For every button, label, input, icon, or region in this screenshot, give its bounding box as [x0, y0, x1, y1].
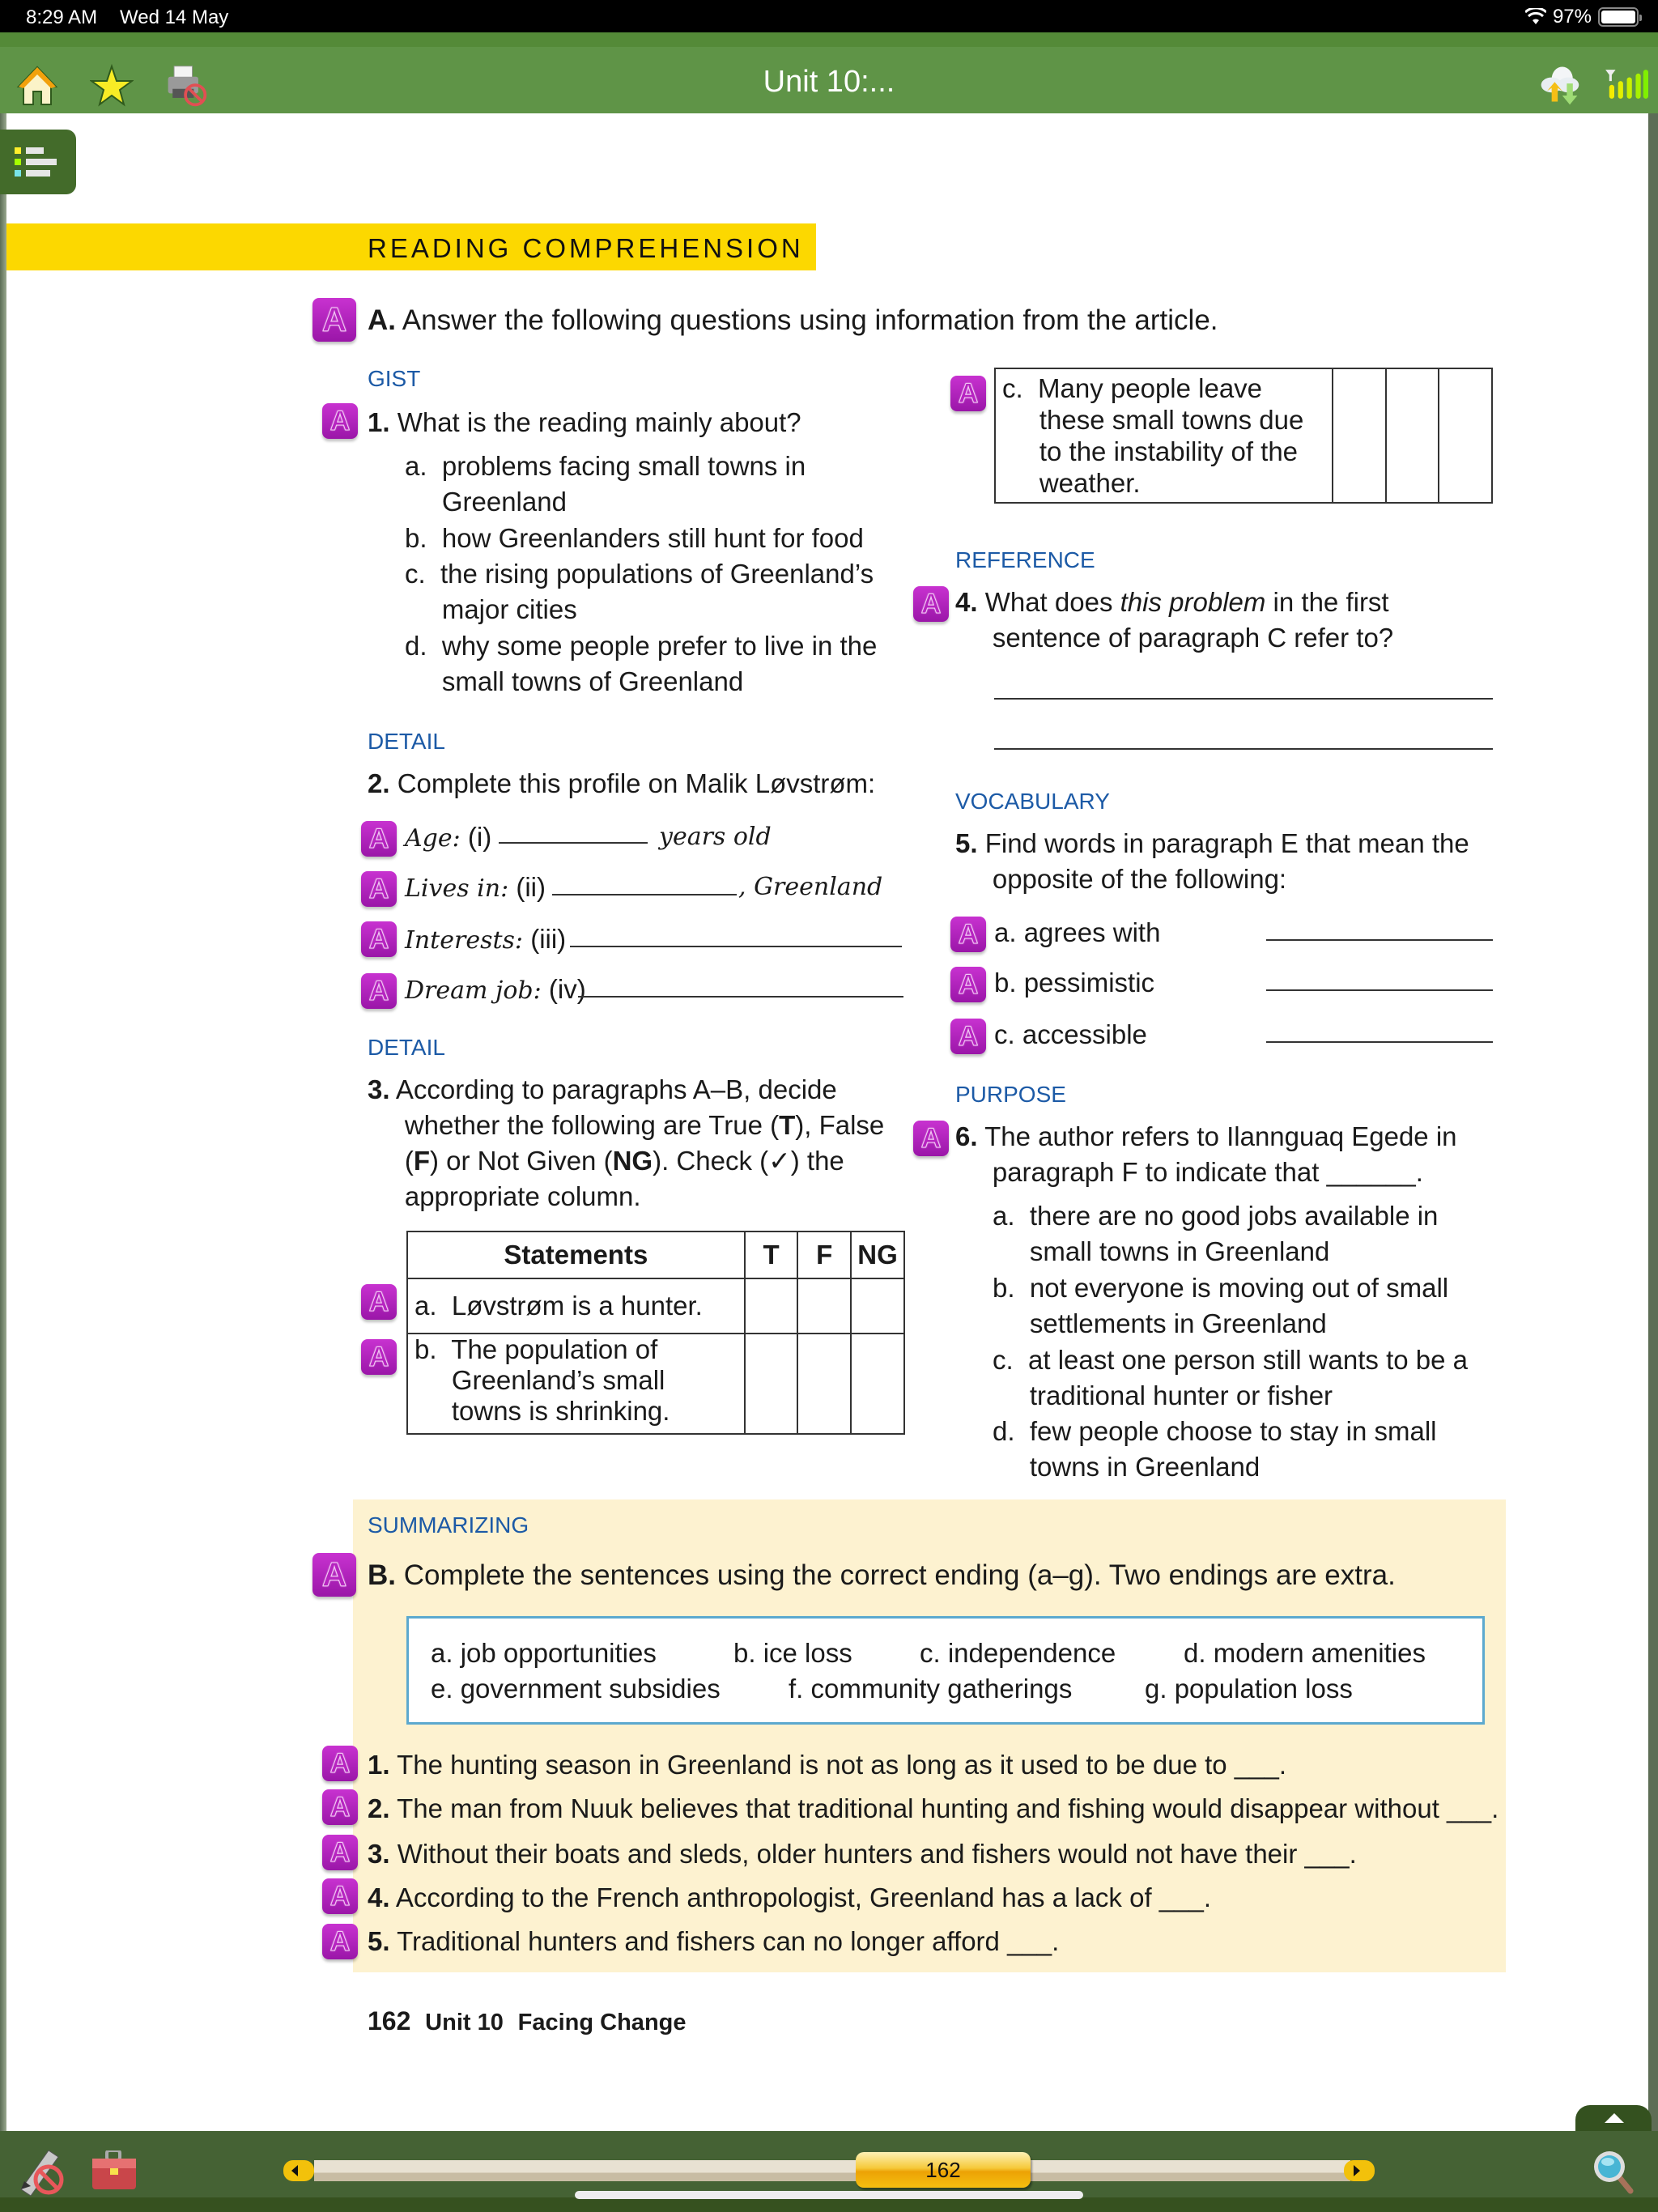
q5-item-c: c. accessible: [994, 1019, 1147, 1049]
annotate-q1-button[interactable]: A: [322, 403, 358, 439]
slider-prev-button[interactable]: [283, 2160, 314, 2181]
search-magnifier-icon[interactable]: [1592, 2149, 1637, 2198]
heading-detail-1: DETAIL: [368, 729, 445, 754]
q2-lives-blank[interactable]: [552, 894, 737, 895]
page-right-edge: [1648, 113, 1658, 2133]
annotate-q3c-button[interactable]: A: [950, 376, 986, 411]
signal-strength-icon: [1603, 62, 1648, 107]
annotate-q5b-button[interactable]: A: [950, 967, 986, 1002]
banner-title: READING COMPREHENSION: [368, 233, 804, 263]
table-row: [407, 1278, 904, 1334]
heading-detail-2: DETAIL: [368, 1035, 445, 1060]
q1-option-b: b. how Greenlanders still hunt for food: [405, 523, 864, 553]
ending-g: g. population loss: [1145, 1674, 1353, 1704]
q5-blank-b[interactable]: [1266, 989, 1493, 991]
page-slider-thumb[interactable]: 162: [856, 2152, 1031, 2188]
q2-text: 2. Complete this profile on Malik Løvstrøm:: [368, 768, 876, 798]
home-indicator: [575, 2191, 1083, 2199]
q5-blank-c[interactable]: [1266, 1041, 1493, 1043]
section-b-instruction: B. Complete the sentences using the correct ending (a–g). Two endings are extra.: [368, 1559, 1396, 1591]
annotate-q3a-button[interactable]: A: [361, 1284, 397, 1320]
annotate-q6-button[interactable]: A: [913, 1121, 949, 1156]
q6-option-d: d. few people choose to stay in small towns in Greenland: [993, 1416, 1437, 1482]
q4-answer-line-2[interactable]: [994, 748, 1493, 750]
q2-lives-suffix: , Greenland: [738, 873, 883, 901]
annotate-q3b-button[interactable]: A: [361, 1339, 397, 1375]
q6-option-c: c. at least one person still wants to be a traditional hunter or fisher: [993, 1345, 1469, 1410]
table-of-contents-button[interactable]: [0, 130, 76, 194]
q5-item-a: a. agrees with: [994, 917, 1161, 947]
annotate-b2-button[interactable]: A: [322, 1789, 358, 1825]
b-sentence-5: 5. Traditional hunters and fishers can no longer afford ___.: [368, 1926, 1060, 1956]
q6-text: 6. The author refers to Ilannguaq Egede in paragraph F to indicate that ______.: [955, 1121, 1457, 1187]
annotate-q2ii-button[interactable]: A: [361, 871, 397, 907]
status-bar: [0, 0, 1658, 32]
expand-panel-button[interactable]: [1575, 2105, 1652, 2133]
annotation-disabled-icon[interactable]: [16, 2146, 68, 2200]
q2-dreamjob-blank[interactable]: [578, 996, 903, 998]
heading-purpose: PURPOSE: [955, 1082, 1066, 1107]
cell-b-f[interactable]: [797, 1334, 851, 1434]
q1-option-d: d. why some people prefer to live in the small towns of Greenland: [405, 631, 878, 696]
page-slider-track[interactable]: [314, 2160, 1350, 2181]
q1-text: 1. What is the reading mainly about?: [368, 407, 801, 437]
col-f: F: [797, 1231, 851, 1278]
top-toolbar: [0, 32, 1658, 113]
q1-option-c: c. the rising populations of Greenland’s major cities: [405, 559, 874, 624]
cell-b-t[interactable]: [745, 1334, 798, 1434]
statement-c: c. Many people leave these small towns due to the instability of the weather.: [995, 368, 1333, 503]
q4-answer-line-1[interactable]: [994, 698, 1493, 700]
heading-reference: REFERENCE: [955, 547, 1095, 572]
section-a-instruction: A. Answer the following questions using information from the article.: [368, 304, 1218, 336]
q4-text: 4. What does this problem in the first sentence of paragraph C refer to?: [955, 587, 1394, 653]
cell-a-ng[interactable]: [851, 1278, 904, 1334]
battery-icon: [1598, 7, 1639, 27]
annotate-q2iv-button[interactable]: A: [361, 973, 397, 1009]
section-banner: [6, 223, 816, 270]
cell-c-f[interactable]: [1386, 368, 1439, 503]
cell-c-t[interactable]: [1333, 368, 1386, 503]
cell-b-ng[interactable]: [851, 1334, 904, 1434]
heading-gist: GIST: [368, 366, 421, 391]
col-statements: Statements: [407, 1231, 745, 1278]
q5-blank-a[interactable]: [1266, 939, 1493, 941]
page-left-edge: [0, 113, 6, 2133]
ending-f: f. community gatherings: [789, 1674, 1073, 1704]
annotate-q4-button[interactable]: A: [913, 586, 949, 622]
annotate-b1-button[interactable]: A: [322, 1746, 358, 1781]
slider-next-button[interactable]: [1344, 2160, 1375, 2181]
b-sentence-3: 3. Without their boats and sleds, older hunters and fishers would not have their ___.: [368, 1839, 1357, 1869]
q6-option-a: a. there are no good jobs available in small towns in Greenland: [993, 1201, 1439, 1266]
annotate-b5-button[interactable]: A: [322, 1924, 358, 1959]
ending-a: a. job opportunities: [431, 1638, 657, 1668]
annotate-q5c-button[interactable]: A: [950, 1019, 986, 1054]
annotate-q2iii-button[interactable]: A: [361, 921, 397, 957]
toolbox-icon[interactable]: [91, 2150, 139, 2195]
annotate-b4-button[interactable]: A: [322, 1878, 358, 1914]
ending-c: c. independence: [920, 1638, 1116, 1668]
status-time: 8:29 AM: [26, 6, 98, 28]
q1-option-a: a. problems facing small towns in Greenland: [405, 451, 806, 517]
status-date: Wed 14 May: [120, 6, 229, 28]
cell-c-ng[interactable]: [1439, 368, 1492, 503]
q3-text: 3. According to paragraphs A–B, decide whether the following are True (T), False (F) or Not Given (NG). Check (✓) the appropriate column.: [368, 1074, 885, 1211]
q2-interests-blank[interactable]: [570, 946, 902, 947]
annotate-b3-button[interactable]: A: [322, 1835, 358, 1870]
col-ng: NG: [851, 1231, 904, 1278]
annotate-all-b-button[interactable]: A: [312, 1553, 356, 1597]
q2-age-label: Age: (i): [405, 822, 492, 853]
annotate-q2i-button[interactable]: A: [361, 821, 397, 857]
page-footer: 162 Unit 10 Facing Change: [368, 2006, 687, 2035]
wifi-icon: [1525, 8, 1546, 26]
q6-option-b: b. not everyone is moving out of small settlements in Greenland: [993, 1273, 1449, 1338]
b-sentence-2: 2. The man from Nuuk believes that traditional hunting and fishing would disappear without ___.: [368, 1793, 1499, 1823]
q2-age-blank[interactable]: [499, 842, 648, 844]
window-title: Unit 10:...: [763, 65, 895, 99]
table-row: [995, 368, 1492, 503]
table-row: [407, 1334, 904, 1434]
cell-a-f[interactable]: [797, 1278, 851, 1334]
ending-b: b. ice loss: [733, 1638, 852, 1668]
heading-summarizing: SUMMARIZING: [368, 1512, 529, 1538]
ending-d: d. modern amenities: [1184, 1638, 1426, 1668]
q2-lives-label: Lives in: (ii): [405, 872, 546, 903]
q5-item-b: b. pessimistic: [994, 968, 1155, 998]
q5-text: 5. Find words in paragraph E that mean the opposite of the following:: [955, 828, 1469, 894]
heading-vocabulary: VOCABULARY: [955, 789, 1110, 814]
ending-e: e. government subsidies: [431, 1674, 721, 1704]
true-false-table-continued: [994, 368, 1493, 504]
cell-a-t[interactable]: [745, 1278, 798, 1334]
battery-percent: 97%: [1552, 6, 1592, 28]
q2-interests-label: Interests: (iii): [405, 924, 567, 955]
cloud-sync-icon[interactable]: [1537, 62, 1582, 107]
col-t: T: [745, 1231, 798, 1278]
annotate-all-button[interactable]: A: [312, 298, 356, 342]
statement-a: a. Løvstrøm is a hunter.: [407, 1278, 745, 1334]
b-sentence-4: 4. According to the French anthropologist, Greenland has a lack of ___.: [368, 1882, 1212, 1912]
q2-age-suffix: years old: [659, 823, 772, 851]
q2-dreamjob-label: Dream job: (iv): [405, 974, 586, 1005]
true-false-table: [406, 1231, 905, 1435]
statement-b: b. The population of Greenland’s small towns is shrinking.: [407, 1334, 745, 1434]
b-sentence-1: 1. The hunting season in Greenland is not as long as it used to be due to ___.: [368, 1750, 1287, 1780]
annotate-q5a-button[interactable]: A: [950, 917, 986, 952]
